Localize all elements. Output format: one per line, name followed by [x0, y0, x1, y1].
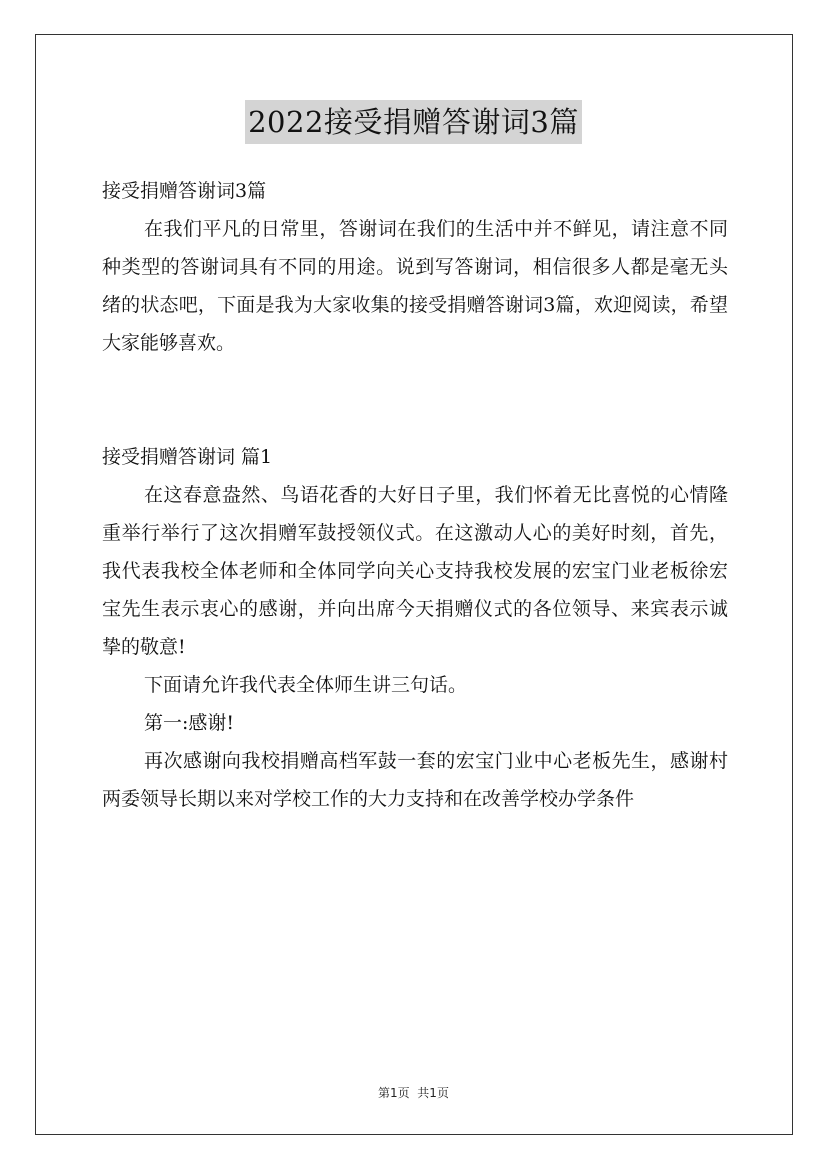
body-paragraph: 在这春意盎然、鸟语花香的大好日子里，我们怀着无比喜悦的心情隆重举行举行了这次捐赠军鼓授领仪式。在这激动人心的美好时刻，首先，我代表我校全体老师和全体同学向关心支持我校发展的宏宝门业老板徐宏宝先生表示衷心的感谢，并向出席今天捐赠仪式的各位领导、来宾表示诚挚的敬意! — [102, 484, 728, 658]
body-paragraph: 第一:感谢! — [144, 712, 235, 734]
intro-paragraph: 在我们平凡的日常里，答谢词在我们的生活中并不鲜见，请注意不同种类型的答谢词具有不同的用途。说到写答谢词，相信很多人都是毫无头绪的状态吧，下面是我为大家收集的接受捐赠答谢词3篇，欢迎阅读，希望大家能够喜欢。 — [102, 218, 728, 354]
body-paragraph: 下面请允许我代表全体师生讲三句话。 — [144, 674, 468, 696]
document-title — [0, 100, 827, 144]
section-heading: 接受捐赠答谢词 篇1 — [102, 446, 273, 468]
body-paragraph: 再次感谢向我校捐赠高档军鼓一套的宏宝门业中心老板先生，感谢村两委领导长期以来对学校工作的大力支持和在改善学校办学条件 — [102, 750, 728, 810]
paragraph-spacer — [102, 362, 728, 438]
document-body — [102, 172, 728, 818]
page-number-label: 第1页 共1页 — [378, 1086, 449, 1100]
page-footer — [0, 1084, 827, 1101]
section-heading: 接受捐赠答谢词3篇 — [102, 180, 267, 202]
document-title-text: 2022接受捐赠答谢词3篇 — [245, 100, 582, 144]
